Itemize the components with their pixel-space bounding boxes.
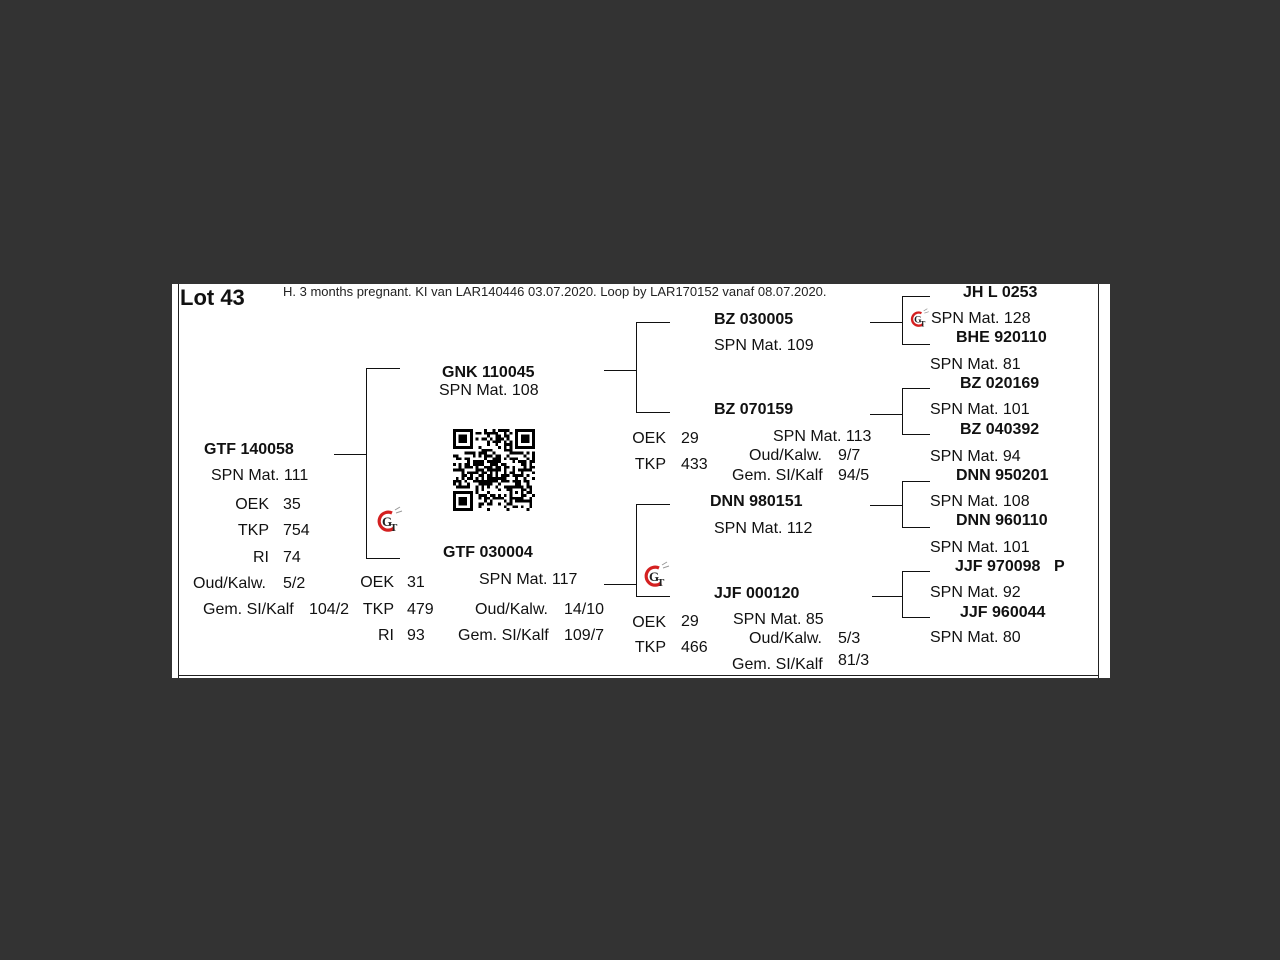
gen3-6-suffix: P bbox=[1054, 558, 1065, 575]
dam-dam-oek-label: OEK bbox=[632, 614, 666, 631]
dam-dam-id: JJF 000120 bbox=[714, 585, 800, 602]
dam-dam-tkp-value: 466 bbox=[681, 639, 708, 656]
dam-tkp-value: 479 bbox=[407, 601, 434, 618]
gen3-0-spn: SPN Mat. 128 bbox=[931, 310, 1031, 327]
dam-oek-value: 31 bbox=[407, 574, 425, 591]
sire-dam-oud-value: 9/7 bbox=[838, 447, 861, 464]
connector-line bbox=[604, 370, 636, 371]
dam-sire-spn: SPN Mat. 112 bbox=[714, 520, 813, 537]
connector-line bbox=[902, 571, 903, 617]
gen3-3-id: BZ 040392 bbox=[960, 421, 1040, 438]
sire-id: GNK 110045 bbox=[442, 364, 535, 381]
sire-dam-id: BZ 070159 bbox=[714, 401, 794, 418]
dam-dam-oud-label: Oud/Kalw. bbox=[749, 630, 822, 647]
dam-dam-spn: SPN Mat. 85 bbox=[733, 611, 824, 628]
animal-oek-value: 35 bbox=[283, 496, 301, 513]
animal-tkp-value: 754 bbox=[283, 522, 310, 539]
lot-title: Lot 43 bbox=[180, 285, 245, 310]
pedigree-card bbox=[172, 284, 1110, 678]
gen3-4-id: DNN 950201 bbox=[956, 467, 1049, 484]
sire-dam-oud-label: Oud/Kalw. bbox=[749, 447, 822, 464]
connector-line bbox=[872, 596, 902, 597]
dam-id: GTF 030004 bbox=[443, 544, 533, 561]
connector-line bbox=[366, 368, 367, 558]
dam-dam-oud-value: 5/3 bbox=[838, 630, 861, 647]
qr-code-icon bbox=[453, 429, 535, 511]
dam-gem-label: Gem. SI/Kalf bbox=[458, 627, 549, 644]
sire-dam-gem-value: 94/5 bbox=[838, 467, 870, 484]
connector-line bbox=[902, 481, 930, 482]
animal-ri-value: 74 bbox=[283, 549, 301, 566]
svg-text:G: G bbox=[382, 514, 393, 529]
connector-line bbox=[902, 571, 930, 572]
sire-spn: SPN Mat. 108 bbox=[439, 382, 539, 399]
card-border-right bbox=[1098, 284, 1099, 678]
dam-ri-label: RI bbox=[378, 627, 394, 644]
gen3-4-spn: SPN Mat. 108 bbox=[930, 493, 1030, 510]
animal-spn: SPN Mat. 111 bbox=[211, 467, 309, 484]
connector-line bbox=[902, 481, 903, 527]
connector-line bbox=[902, 388, 930, 389]
dam-dam-gem-value: 81/3 bbox=[838, 652, 870, 669]
sire-sire-id: BZ 030005 bbox=[714, 311, 794, 328]
animal-oud-value: 5/2 bbox=[283, 575, 306, 592]
animal-ri-label: RI bbox=[253, 549, 269, 566]
gt-logo-icon bbox=[642, 561, 672, 591]
dam-dam-gem-label: Gem. SI/Kalf bbox=[732, 656, 823, 673]
gen3-0-id: JH L 0253 bbox=[963, 284, 1038, 301]
animal-tkp-label: TKP bbox=[237, 522, 269, 539]
animal-id: GTF 140058 bbox=[204, 441, 294, 458]
gen3-7-spn: SPN Mat. 80 bbox=[930, 629, 1021, 646]
connector-line bbox=[902, 344, 930, 345]
dam-oud-label: Oud/Kalw. bbox=[475, 601, 548, 618]
dam-spn: SPN Mat. 117 bbox=[479, 571, 578, 588]
connector-line bbox=[902, 617, 930, 618]
connector-line bbox=[902, 527, 930, 528]
svg-text:T: T bbox=[657, 577, 665, 589]
sire-dam-spn: SPN Mat. 113 bbox=[773, 428, 872, 445]
connector-line bbox=[902, 296, 903, 344]
gen3-7-id: JJF 960044 bbox=[960, 604, 1046, 621]
svg-text:G: G bbox=[914, 315, 922, 326]
svg-text:T: T bbox=[390, 522, 398, 534]
card-border-bottom bbox=[178, 675, 1099, 676]
connector-line bbox=[604, 584, 636, 585]
dam-sire-id: DNN 980151 bbox=[710, 493, 803, 510]
sire-sire-spn: SPN Mat. 109 bbox=[714, 337, 814, 354]
sire-dam-gem-label: Gem. SI/Kalf bbox=[732, 467, 823, 484]
gt-logo-icon bbox=[375, 506, 405, 536]
dam-dam-tkp-label: TKP bbox=[634, 639, 666, 656]
connector-line bbox=[636, 322, 637, 412]
connector-line bbox=[636, 322, 670, 323]
sire-dam-tkp-label: TKP bbox=[634, 456, 666, 473]
connector-line bbox=[636, 412, 670, 413]
dam-ri-value: 93 bbox=[407, 627, 425, 644]
connector-line bbox=[636, 504, 670, 505]
gen3-1-id: BHE 920110 bbox=[956, 329, 1047, 346]
connector-line bbox=[334, 454, 366, 455]
connector-line bbox=[902, 434, 930, 435]
lot-note: H. 3 months pregnant. KI van LAR140446 03.07.2020. Loop by LAR170152 vanaf 08.07.2020. bbox=[283, 284, 827, 299]
gt-logo-icon bbox=[909, 308, 931, 330]
connector-line bbox=[870, 414, 902, 415]
sire-dam-tkp-value: 433 bbox=[681, 456, 708, 473]
dam-tkp-label: TKP bbox=[362, 601, 394, 618]
sire-dam-oek-label: OEK bbox=[632, 430, 666, 447]
connector-line bbox=[366, 558, 400, 559]
animal-gem-value: 104/2 bbox=[309, 601, 350, 618]
dam-oek-label: OEK bbox=[360, 574, 394, 591]
dam-dam-oek-value: 29 bbox=[681, 613, 699, 630]
gen3-1-spn: SPN Mat. 81 bbox=[930, 356, 1021, 373]
svg-text:T: T bbox=[920, 319, 926, 329]
dam-oud-value: 14/10 bbox=[564, 601, 605, 618]
connector-line bbox=[902, 388, 903, 434]
animal-gem-label: Gem. SI/Kalf bbox=[203, 601, 294, 618]
gen3-5-id: DNN 960110 bbox=[956, 512, 1048, 529]
connector-line bbox=[636, 504, 637, 596]
gen3-6-id: JJF 970098 bbox=[955, 558, 1041, 575]
animal-oek-label: OEK bbox=[235, 496, 269, 513]
connector-line bbox=[902, 296, 930, 297]
gen3-3-spn: SPN Mat. 94 bbox=[930, 448, 1021, 465]
svg-text:G: G bbox=[649, 569, 660, 584]
gen3-2-spn: SPN Mat. 101 bbox=[930, 401, 1030, 418]
connector-line bbox=[636, 596, 670, 597]
animal-oud-label: Oud/Kalw. bbox=[193, 575, 266, 592]
card-border-left bbox=[178, 284, 179, 678]
connector-line bbox=[870, 505, 902, 506]
gen3-5-spn: SPN Mat. 101 bbox=[930, 539, 1030, 556]
dam-gem-value: 109/7 bbox=[564, 627, 605, 644]
sire-dam-oek-value: 29 bbox=[681, 430, 699, 447]
gen3-2-id: BZ 020169 bbox=[960, 375, 1040, 392]
connector-line bbox=[870, 322, 902, 323]
gen3-6-spn: SPN Mat. 92 bbox=[930, 584, 1021, 601]
connector-line bbox=[366, 368, 400, 369]
